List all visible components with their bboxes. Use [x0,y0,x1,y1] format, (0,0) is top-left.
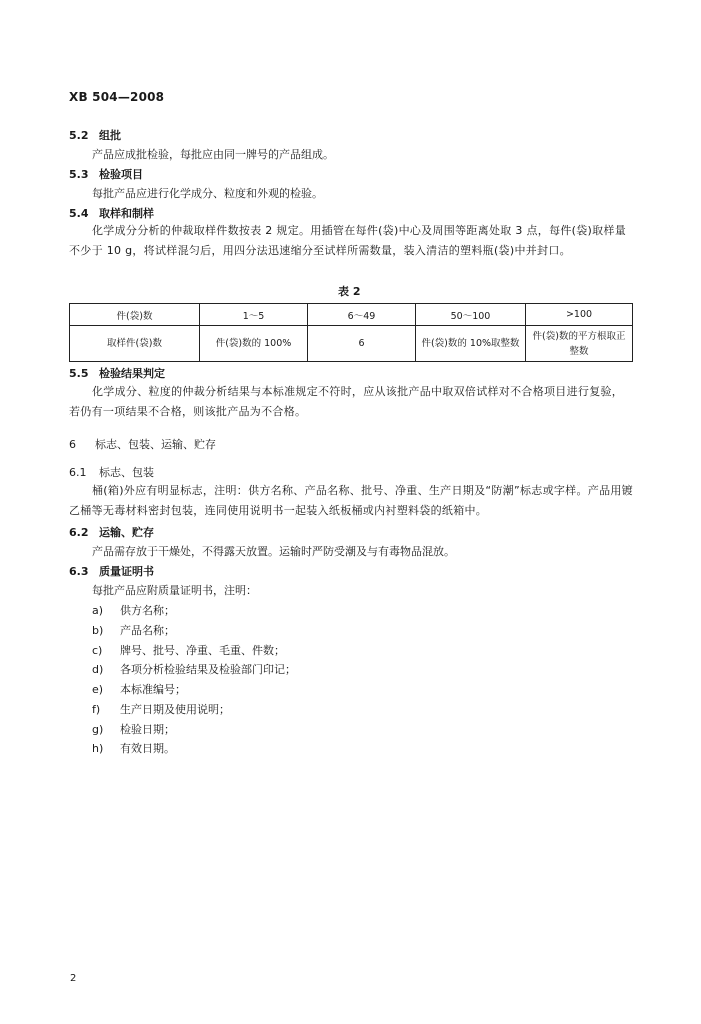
section-number: 5.5 [69,367,89,380]
section-6-3-text: 每批产品应附质量证明书，注明： [92,584,257,597]
list-item: f) 生产日期及使用说明； [92,703,230,716]
section-number: 5.4 [69,207,89,220]
chapter-6-heading [69,436,216,452]
section-number: 5.3 [69,168,89,181]
section-6-2-text: 产品需存放于干燥处，不得露天放置。运输时严防受潮及与有毒物品混放。 [92,545,455,558]
section-title: 检验项目 [99,168,143,181]
section-5-5-text: 化学成分、粒度的仲裁分析结果与本标准规定不符时，应从该批产品中取双倍试样对不合格项目进行复验，若仍有一项结果不合格，则该批产品为不合格。 [69,385,624,418]
list-item: g) 检验日期； [92,723,175,736]
table-cell: 6～49 [308,304,416,326]
table-cell: 件(袋)数的平方根取正整数 [526,326,633,362]
table-cell: 取样件(袋)数 [70,326,200,362]
section-title: 运输、贮存 [99,526,154,539]
table-cell: 件(袋)数的 100% [200,326,308,362]
list-item: e) 本标准编号； [92,683,186,696]
section-6-1-heading [69,464,154,480]
section-title: 质量证明书 [99,565,154,578]
table-row [70,326,633,362]
table-cell: 件(袋)数 [70,304,200,326]
list-item: c) 牌号、批号、净重、毛重、件数； [92,644,285,657]
section-number: 6 [69,438,76,451]
table-cell: 50～100 [416,304,526,326]
list-item: b) 产品名称； [92,624,175,637]
section-5-4-heading [69,205,154,221]
section-6-1-text: 桶(箱)外应有明显标志，注明：供方名称、产品名称、批号、净重、生产日期及“防潮”标志或字样。产品用镀乙桶等无毒材料密封包装，连同使用说明书一起装入纸板桶或内衬塑料袋的纸箱中。 [69,484,633,517]
table-cell: 1～5 [200,304,308,326]
section-5-3-text: 每批产品应进行化学成分、粒度和外观的检验。 [92,187,323,200]
section-5-2-heading [69,127,121,143]
section-title: 标志、包装、运输、贮存 [95,438,216,451]
table-row [70,304,633,326]
section-number: 6.1 [69,466,87,479]
section-6-3-heading [69,563,154,579]
sampling-table [69,303,633,362]
table-caption: 表 2 [338,285,361,298]
section-title: 标志、包装 [99,466,154,479]
list-item: h) 有效日期。 [92,742,175,755]
section-5-5-heading [69,365,165,381]
table-cell: 件(袋)数的 10%取整数 [416,326,526,362]
list-item: d) 各项分析检验结果及检验部门印记； [92,663,296,676]
section-5-4-text: 化学成分分析的仲裁取样件数按表 2 规定。用插管在每件(袋)中心及周围等距离处取 3 点，每件(袋)取样量不少于 10 g，将试样混匀后，用四分法迅速缩分至试样所需数量，装入清洁的塑料瓶(袋)中并封口。 [69,224,627,257]
section-title: 检验结果判定 [99,367,165,380]
page-number: 2 [70,973,77,984]
section-6-2-heading [69,524,154,540]
section-number: 6.3 [69,565,89,578]
section-5-3-heading [69,166,143,182]
list-item: a) 供方名称； [92,604,175,617]
section-number: 6.2 [69,526,89,539]
section-title: 取样和制样 [99,207,154,220]
table-cell: >100 [526,304,633,326]
section-number: 5.2 [69,129,89,142]
section-title: 组批 [99,129,121,142]
table-cell: 6 [308,326,416,362]
standard-code: XB 504—2008 [69,90,165,104]
section-5-2-text: 产品应成批检验，每批应由同一牌号的产品组成。 [92,148,334,161]
